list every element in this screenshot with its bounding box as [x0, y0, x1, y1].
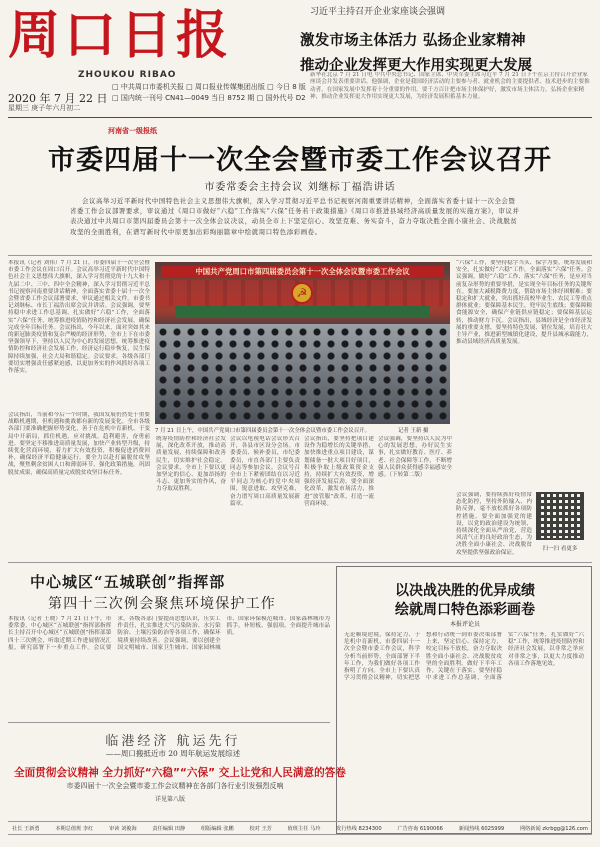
footer-item: 审读 刘俊海 [109, 825, 137, 832]
main-lead-paragraph: 会议高举习近平新时代中国特色社会主义思想伟大旗帜，深入学习贯彻习近平总书记视察河南重要讲话精神，全面落实省委十届十一次全会暨省委工作会议部署要求，审议通过《周口市做好“六稳”工作落实“六保”任务若干政策措施》《周口市推进县域经济高质量发展的实施方案》，审议并表决通过中共周口市第四届委员会第十一次全体会议决议，动员全市上下坚定信心、攻坚克难、务实奋斗，奋力夺取决胜全面小康社会、决战脱贫攻坚的全面胜利，在谱写新时代中原更加出彩绚丽篇章中绘就周口特色添彩画卷。 [70, 197, 520, 236]
story-two-subheadline[interactable]: 第四十三次例会聚焦环境保护工作 [48, 596, 276, 612]
party-emblem-icon: ☭ [291, 282, 313, 304]
footer-credits [8, 821, 592, 835]
masthead-logo[interactable]: 周口日报 [8, 5, 233, 66]
top-story-kicker: 习近平主持召开企业家座谈会强调 [310, 7, 446, 17]
main-story-column: 会议指出，要坚持把项目建设作为稳增长的关键举措，加快推进重点项目建设，谋划储备一批大项目好项目，积极争取上级政策资金支持，持续扩大有效投资，增强经济发展后劲。要全面深化改革，激发市场活力，推进“放管服”改革，打造一流营商环境。 [304, 436, 374, 507]
main-story-column: 统筹疫情防控和经济社会发展，深化改革开放，推动高质量发展，持续保障和改善民生，切实维护社会稳定。会议要求，全市上下要以更加坚定的信心、更加昂扬的斗志、更加务实的作风，奋力夺取双胜利。 [156, 436, 226, 493]
divider [8, 722, 330, 723]
divider [8, 255, 592, 256]
top-story [300, 4, 592, 75]
photo-stage [175, 306, 430, 318]
top-story-headline[interactable]: 推动企业发挥更大作用实现更大发展 [300, 58, 532, 74]
main-subheadline: 市委常委会主持会议 刘继标丁福浩讲话 [204, 182, 396, 193]
footer-item: 社长 王新勇 [12, 825, 40, 832]
publication-info-line: □ 国内统一刊号 CN41—0049 当日 8752 期 □ 国外代号 D2 [112, 94, 306, 102]
issue-date: 2020 年 7 月 22 日 [8, 92, 108, 105]
commentary-body: 无论顺境逆境，保持定力、于危机中育新机，市委四届十一次全会暨市委工作会议，科学分析当前形势，全面部署下半年工作，为我们做好各项工作指明了方向。全市上下要认真学习贯彻会议精神，切实把思想和行动统一到市委决策部署上来，坚定信心、保持定力，咬定目标不放松，奋力夺取决胜全面小康社会、决战脱贫攻坚的全面胜利。做好下半年工作，关键在于落实。要坚持稳中求进工作总基调，全面落实“六保”任务，扎实做好“六稳”工作，统筹推进疫情防控和经济社会发展，以非常之举应对非常之事，以更大力度推动各项工作落地见效。 [344, 632, 584, 682]
footer-item: 责任编辑 田静 [152, 825, 186, 832]
photo-credit: 记者 王新 摄 [398, 428, 429, 434]
network-label: 河南省一级报纸 [108, 127, 157, 135]
footer-item: 新闻热线 6025999 [458, 825, 505, 832]
top-story-body: 新华社北京 7 月 21 日电 中共中央总书记、国家主席、中央军委主席习近平 7 月 21 日下午在京主持召开企业家座谈会并发表重要讲话。他强调，企业是我国经济活动的主要参与者、就业机会的主要提供者、技术进步的主要推动者，在国家发展中发挥着十分重要的作用。要千方百计把市场主体保护好，激发市场主体活力，弘扬企业家精神，推动企业发挥更大作用实现更大发展，为经济发展积蓄基本力量。 [310, 72, 590, 100]
main-story-column: 本报讯（记者 刘伟）7 月 21 日，市委四届十一次全会暨市委工作会议在周口召开。会议高举习近平新时代中国特色社会主义思想伟大旗帜，深入学习贯彻党的十九大和十九届二中、三中、四中全会精神，深入学习贯彻习近平总书记视察河南重要讲话精神，全面落实省委十届十一次全会暨省委工作会议部署要求，审议通过相关文件。市委书记刘继标、市长丁福浩出席会议并讲话。会议强调，要坚持稳中求进工作总基调，扎实做好“六稳”工作，全面落实“六保”任务，统筹推进疫情防控和经济社会发展，确保完成全年目标任务。会议指出，今年以来，面对突如其来的新冠肺炎疫情和复杂严峻的经济形势，全市上下在市委坚强领导下，坚持以人民为中心的发展思想，统筹推进疫情防控和经济社会发展工作，经济运行稳步恢复，民生保障持续加强，社会大局和谐稳定。会议要求，各级各部门要切实增强责任感紧迫感，以更加务实的作风抓好各项工作落实。 [8, 260, 150, 375]
teaser-subheadline: 市委四届十一次全会暨市委工作会议精神在各部门各行业引发强烈反响 [66, 782, 284, 790]
network-strip [8, 117, 592, 135]
photo-audience [155, 324, 450, 424]
see-page-link[interactable]: 详见第八版 [154, 796, 185, 803]
meeting-photo[interactable] [155, 262, 450, 424]
footer-item: 组版编辑 张鹏 [200, 825, 234, 832]
commentary-author: 本报评论员 [449, 621, 480, 628]
teaser-headline[interactable]: 全面贯彻会议精神 全力抓好“六稳”“六保” 交上让党和人民满意的答卷 [14, 767, 346, 779]
main-headline[interactable]: 市委四届十一次全会暨市委工作会议召开 [48, 145, 552, 176]
commentary-headline[interactable]: 以决战决胜的优异成绩 [395, 583, 535, 599]
footer-item: 网络新闻 zkrbgg@126.com [519, 825, 588, 832]
main-story-column: 会议以电视电话会议形式召开，各县市区设分会场。市委委员、候补委员，市纪委委员，市直各部门主要负责同志等参加会议。会议号召全市上下紧密团结在以习近平同志为核心的党中央周围，锐意进取、攻坚克难，奋力谱写周口高质量发展新篇章。 [230, 436, 300, 507]
story-two-body: 本报讯（记者 王晓）7 月 21 日下午，市委常委、中心城区“五城联创”指挥部指挥长主持召开中心城区“五城联创”指挥部第四十三次例会，听取近期工作进展情况汇报，研究部署下一步重点工作。会议要求，各级各部门要提高思想认识，压实工作责任，扎实推进大气污染防治、水污染防治、土壤污染防治等各项工作，确保环境质量持续改善。会议强调，要以创建全国文明城市、国家卫生城市、国家园林城市、国家环保模范城市、国家森林城市为抓手，补短板、强弱项，全面提升城市品质。 [8, 616, 330, 651]
footer-item: 本期总值班 李红 [55, 825, 94, 832]
publication-info-line: □ 中共周口市委机关报 □ 周口报业传媒集团出版 □ 今日 8 版 [112, 83, 306, 91]
footer-item: 值班主任 马玲 [287, 825, 321, 832]
teaser-kicker-sub: ——周口搬抵近市 20 周年航运发展综述 [105, 749, 241, 758]
story-two-headline[interactable]: 中心城区“五城联创”指挥部 [30, 573, 226, 591]
qr-code-label: 扫一扫 看更多 [542, 546, 578, 552]
main-story-column: “六保”工作，要坚持稳字当头、保字为要，统筹发展和安全，扎实做好“六稳”工作，全面落实“六保”任务。会议强调，做好“六稳”工作、落实“六保”任务，是应对当前复杂形势的重要举措，是实现全年目标任务的关键所在。要加大减税降费力度，帮助市场主体纾困解难；要稳定和扩大就业，突出抓好高校毕业生、农民工等重点群体就业；要保障基本民生，兜牢民生底线；要保障粮食能源安全，确保产业链供应链稳定；要保障基层运转，推动财力下沉。会议指出，县域经济是全市经济发展的重要支撑，要坚持特色发展、错位发展，培育壮大主导产业，推进新型城镇化建设，提升县城承载能力，推动县域经济高质量发展。 [456, 260, 592, 346]
publication-info [112, 82, 306, 104]
footer-item: 校对 王芳 [249, 825, 272, 832]
commentary-headline[interactable]: 绘就周口特色添彩画卷 [395, 602, 535, 618]
divider [8, 562, 592, 563]
masthead-pinyin: ZHOUKOU RIBAO [78, 70, 177, 80]
photo-caption: 7 月 21 日上午，中国共产党周口市第四届委员会第十一次全体会议暨市委工作会议召开。 [155, 428, 370, 434]
footer-item: 发行热线 8234300 [336, 825, 382, 832]
main-story-column: 会议指出，当前和今后一个时期，我国发展仍然处于重要战略机遇期，但机遇和挑战都有新的发展变化。全市各级各部门要准确把握形势变化，善于在危机中育新机、于变局中开新局，抓住机遇，应对挑战，趋利避害，奋勇前进。要坚定不移推进高质量发展，加快产业转型升级，持续优化营商环境，着力扩大有效投资，积极促进消费回补，确保经济平稳健康运行。要全力以赴打赢脱贫攻坚战，聚焦剩余贫困人口和薄弱环节，强化政策措施，巩固脱贫成果，确保高质量完成脱贫攻坚目标任务。 [8, 412, 150, 476]
footer-item: 广告咨询 6190066 [397, 825, 443, 832]
footer [0, 812, 600, 847]
issue-lunar-date: 星期三 庚子年六月初二 [8, 104, 81, 112]
teaser-kicker[interactable]: 临港经济 航运先行 [105, 734, 241, 749]
photo-banner-text: 中国共产党周口市第四届委员会第十一次全体会议暨市委工作会议 [161, 266, 444, 278]
main-story-column: 会议强调，要坚持以人民为中心的发展思想，办好民生实事，扎实做好教育、医疗、养老、社会保障等工作，不断增强人民群众获得感幸福感安全感。（下转第二版） [378, 436, 452, 479]
qr-code[interactable] [536, 492, 584, 540]
main-story-column: 会议强调，要持续抓好疫情常态化防控，坚持外防输入、内防反弹，毫不放松抓好各项防控措施。要全面加强党的建设，以党的政治建设为统领，持续深化全面从严治党，营造风清气正的良好政治生态，为决胜全面小康社会、决战脱贫攻坚提供坚强政治保证。 [456, 492, 532, 556]
top-story-headline[interactable]: 激发市场主体活力 弘扬企业家精神 [300, 33, 526, 49]
